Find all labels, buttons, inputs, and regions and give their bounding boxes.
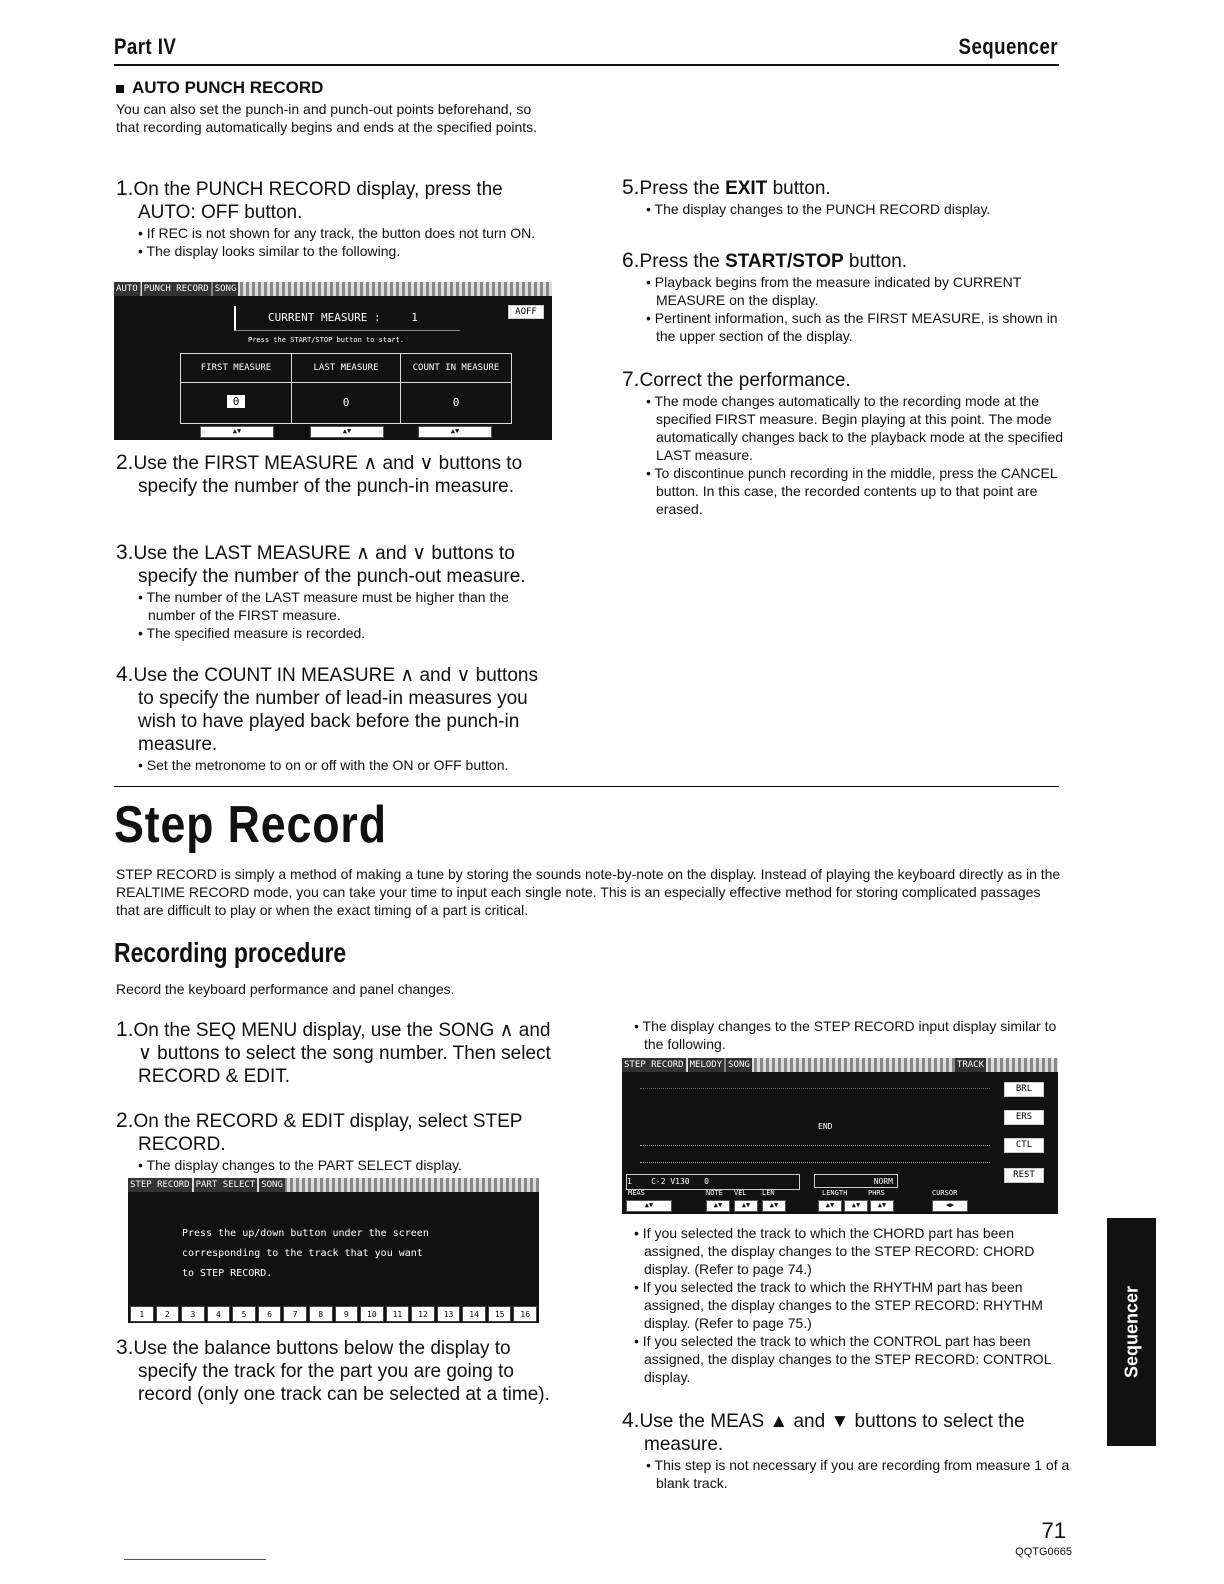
step-record-input-display bbox=[622, 1058, 1058, 1214]
start-hint: Press the START/STOP button to start. bbox=[248, 336, 404, 344]
step-text: On the RECORD & EDIT display, select STEP RECORD. bbox=[133, 1111, 523, 1155]
track-button-8[interactable]: 8 bbox=[309, 1306, 333, 1322]
phrs-updown-button[interactable]: ▲▼ bbox=[870, 1200, 894, 1212]
proc-step-2 bbox=[116, 1109, 556, 1174]
step-number: 6. bbox=[622, 249, 640, 272]
bullet: • Playback begins from the measure indicated by CURRENT MEASURE on the display. bbox=[646, 274, 1022, 308]
step-7 bbox=[622, 368, 1062, 518]
step-text: Press the bbox=[639, 178, 726, 199]
step-text: Use the MEAS ▲ and ▼ buttons to select the measure. bbox=[639, 1411, 1025, 1455]
tab-song: SONG bbox=[261, 1180, 283, 1190]
track-buttons-row bbox=[130, 1306, 537, 1322]
last-measure-header: LAST MEASURE bbox=[291, 353, 401, 383]
step-text: Use the LAST MEASURE ∧ and ∨ buttons to specify the number of the punch-out measure. bbox=[133, 543, 526, 587]
proc-step-3 bbox=[116, 1336, 556, 1406]
tab-step-record: STEP RECORD bbox=[130, 1180, 190, 1190]
length-updown-button[interactable]: ▲▼ bbox=[818, 1200, 842, 1212]
label-len: LEN bbox=[762, 1189, 775, 1197]
instruction-line: corresponding to the track that you want bbox=[182, 1248, 423, 1259]
tab-auto: AUTO bbox=[116, 284, 138, 294]
vel-updown-button[interactable]: ▲▼ bbox=[734, 1200, 758, 1212]
tab-part-select: PART SELECT bbox=[195, 1180, 256, 1190]
bullet: • If you selected the track to which the CONTROL part has been assigned, the display changes to the STEP RECORD: CONTROL display. bbox=[634, 1333, 1051, 1385]
header-rule bbox=[114, 64, 1059, 66]
footer-link-rule bbox=[124, 1559, 266, 1560]
track-button-1[interactable]: 1 bbox=[130, 1306, 154, 1322]
step-number: 3. bbox=[116, 541, 134, 564]
step-1 bbox=[116, 177, 556, 260]
step-text-end: button. bbox=[843, 251, 908, 272]
step-number: 2. bbox=[116, 451, 134, 474]
part-select-instructions bbox=[182, 1224, 429, 1284]
current-measure-box bbox=[234, 306, 460, 331]
bullet: • If REC is not shown for any track, the button does not turn ON. bbox=[138, 225, 536, 241]
part-select-display bbox=[128, 1178, 539, 1323]
label-phrs: PHRS bbox=[868, 1189, 885, 1197]
note-staff-area bbox=[640, 1088, 990, 1146]
current-measure-value: 1 bbox=[411, 311, 418, 324]
count-in-updown-button[interactable]: ▲▼ bbox=[418, 426, 492, 438]
exit-button-label: EXIT bbox=[725, 178, 768, 199]
step-text: Use the balance buttons below the display to specify the track for the part you are going to record (only one track can be selected at a time). bbox=[133, 1338, 550, 1405]
side-tab-label: Sequencer bbox=[1121, 1285, 1141, 1379]
step-text: Use the COUNT IN MEASURE ∧ and ∨ buttons to specify the number of lead-in measures you wish to have played back before the punch-in measure. bbox=[133, 665, 538, 755]
label-cursor: CURSOR bbox=[932, 1189, 958, 1197]
recording-procedure-intro: Record the keyboard performance and panel changes. bbox=[116, 981, 455, 997]
bullet: • This step is not necessary if you are recording from measure 1 of a blank track. bbox=[646, 1457, 1070, 1491]
brl-button[interactable]: BRL bbox=[1004, 1082, 1044, 1097]
bullet: • The display looks similar to the following. bbox=[138, 243, 401, 259]
step-text: Use the FIRST MEASURE ∧ and ∨ buttons to specify the number of the punch-in measure. bbox=[133, 453, 523, 497]
bullet: • The number of the LAST measure must be higher than the number of the FIRST measure. bbox=[138, 589, 509, 623]
rest-button[interactable]: REST bbox=[1004, 1168, 1044, 1183]
count-in-measure-value: 0 bbox=[400, 382, 512, 424]
page-number: 71 bbox=[1041, 1518, 1066, 1543]
part-label: Part IV bbox=[114, 34, 177, 59]
section-label: Sequencer bbox=[958, 34, 1058, 59]
track-button-7[interactable]: 7 bbox=[283, 1306, 307, 1322]
length-updown-button-2[interactable]: ▲▼ bbox=[844, 1200, 868, 1212]
cursor-left-right-button[interactable]: ◀▶ bbox=[932, 1200, 968, 1212]
bullet: • If you selected the track to which the CHORD part has been assigned, the display changes to the STEP RECORD: CHORD display. (Refer to page 74.) bbox=[634, 1225, 1035, 1277]
note-grid-line bbox=[640, 1162, 990, 1163]
bullet: • The display changes to the PUNCH RECORD display. bbox=[646, 201, 991, 217]
track-button-12[interactable]: 12 bbox=[411, 1306, 435, 1322]
punch-record-display bbox=[114, 282, 552, 440]
current-measure-label: CURRENT MEASURE : bbox=[268, 311, 381, 324]
end-marker: END bbox=[818, 1122, 833, 1131]
bullet: • The mode changes automatically to the recording mode at the specified FIRST measure. Begin playing at this point. The mode automatically changes back to the playback mode at the specified LAST measure. bbox=[646, 393, 1064, 463]
tab-step-record: STEP RECORD bbox=[624, 1060, 684, 1070]
step-text: Correct the performance. bbox=[639, 370, 851, 391]
bullet: • The specified measure is recorded. bbox=[138, 625, 366, 641]
track-button-10[interactable]: 10 bbox=[360, 1306, 384, 1322]
square-bullet-icon bbox=[116, 85, 124, 93]
meas-updown-button[interactable]: ▲▼ bbox=[626, 1200, 672, 1212]
track-button-3[interactable]: 3 bbox=[181, 1306, 205, 1322]
step-text: Press the bbox=[639, 251, 726, 272]
aoff-button[interactable]: AOFF bbox=[508, 305, 544, 319]
step-text: On the PUNCH RECORD display, press the AUTO: OFF button. bbox=[133, 179, 503, 223]
step-number: 1. bbox=[116, 177, 134, 200]
section-rule bbox=[114, 786, 1059, 787]
ctl-button[interactable]: CTL bbox=[1004, 1138, 1044, 1153]
label-meas: MEAS bbox=[628, 1189, 645, 1197]
track-button-6[interactable]: 6 bbox=[258, 1306, 282, 1322]
label-length: LENGTH bbox=[822, 1189, 848, 1197]
step-6 bbox=[622, 249, 1062, 345]
phrase-norm: NORM bbox=[814, 1174, 898, 1188]
last-measure-value: 0 bbox=[291, 382, 401, 424]
first-measure-header: FIRST MEASURE bbox=[180, 353, 292, 383]
step-number: 3. bbox=[116, 1336, 134, 1359]
auto-punch-title bbox=[116, 78, 323, 98]
first-measure-value: 0 bbox=[227, 395, 246, 408]
auto-punch-intro: You can also set the punch-in and punch-out points beforehand, so that recording automatically begins and ends at the specified points. bbox=[116, 101, 538, 135]
step-number: 7. bbox=[622, 368, 640, 391]
instruction-line: Press the up/down button under the screen bbox=[182, 1228, 429, 1239]
tab-punch-record: PUNCH RECORD bbox=[143, 284, 209, 294]
track-button-2[interactable]: 2 bbox=[156, 1306, 180, 1322]
step-record-title: Step Record bbox=[114, 796, 387, 854]
track-button-9[interactable]: 9 bbox=[335, 1306, 359, 1322]
label-note: NOTE bbox=[706, 1189, 723, 1197]
bullet: • Pertinent information, such as the FIRST MEASURE, is shown in the upper section of the display. bbox=[646, 310, 1058, 344]
step-number: 4. bbox=[622, 1409, 640, 1432]
instruction-line: to STEP RECORD. bbox=[182, 1268, 273, 1279]
display-tab-bar bbox=[114, 282, 552, 296]
tab-melody: MELODY bbox=[689, 1060, 723, 1070]
step-3 bbox=[116, 541, 556, 642]
auto-punch-title-text: AUTO PUNCH RECORD bbox=[132, 78, 324, 97]
track-button-11[interactable]: 11 bbox=[386, 1306, 410, 1322]
step-text: On the SEQ MENU display, use the SONG ∧ and ∨ buttons to select the song number. Then select RECORD & EDIT. bbox=[133, 1020, 551, 1087]
ers-button[interactable]: ERS bbox=[1004, 1110, 1044, 1125]
bullet: • The display changes to the PART SELECT display. bbox=[138, 1157, 462, 1173]
track-button-14[interactable]: 14 bbox=[462, 1306, 486, 1322]
bullet: • Set the metronome to on or off with the ON or OFF button. bbox=[138, 757, 509, 773]
track-button-13[interactable]: 13 bbox=[437, 1306, 461, 1322]
bullet: • To discontinue punch recording in the middle, press the CANCEL button. In this case, the recorded contents up to that point are erased. bbox=[646, 465, 1058, 517]
proc-step-4 bbox=[622, 1409, 1070, 1492]
display-tab-bar bbox=[622, 1058, 1058, 1072]
bullet: • The display changes to the STEP RECORD input display similar to the following. bbox=[634, 1018, 1057, 1052]
track-part-notes bbox=[622, 1224, 1062, 1386]
len-updown-button[interactable]: ▲▼ bbox=[762, 1200, 786, 1212]
last-measure-updown-button[interactable]: ▲▼ bbox=[310, 426, 384, 438]
first-measure-cell bbox=[180, 382, 292, 424]
tab-song: SONG bbox=[214, 284, 237, 294]
step-record-intro: STEP RECORD is simply a method of making a tune by storing the sounds note-by-note on the display. Instead of playing the keyboard directly as in the REALTIME RECORD mode, you can take your time to input each single note. This is an especially effective method for storing complicated passages that are difficult to play or when the exact timing of a part is critical. bbox=[116, 866, 1061, 918]
track-button-15[interactable]: 15 bbox=[488, 1306, 512, 1322]
step-text-end: button. bbox=[767, 178, 831, 199]
step-4 bbox=[116, 663, 556, 774]
start-stop-button-label: START/STOP bbox=[725, 251, 844, 272]
track-button-16[interactable]: 16 bbox=[513, 1306, 537, 1322]
note-info-row: 1 C-2 V130 0 bbox=[626, 1174, 800, 1190]
step-number: 2. bbox=[116, 1109, 134, 1132]
first-measure-updown-button[interactable]: ▲▼ bbox=[200, 426, 274, 438]
step-2 bbox=[116, 451, 556, 498]
bullet: • If you selected the track to which the RHYTHM part has been assigned, the display changes to the STEP RECORD: RHYTHM display. (Refer to page 75.) bbox=[634, 1279, 1043, 1331]
tab-song: SONG bbox=[728, 1060, 750, 1070]
step-number: 1. bbox=[116, 1018, 134, 1041]
step-5 bbox=[622, 176, 1062, 218]
sequencer-side-tab bbox=[1107, 1218, 1156, 1446]
note-updown-button[interactable]: ▲▼ bbox=[706, 1200, 730, 1212]
step-number: 4. bbox=[116, 663, 134, 686]
track-button-5[interactable]: 5 bbox=[232, 1306, 256, 1322]
track-button-4[interactable]: 4 bbox=[207, 1306, 231, 1322]
recording-procedure-title: Recording procedure bbox=[114, 937, 347, 968]
tab-track: TRACK bbox=[956, 1060, 984, 1070]
step-number: 5. bbox=[622, 176, 640, 199]
doc-code: QQTG0665 bbox=[1015, 1546, 1072, 1558]
proc-step-1 bbox=[116, 1018, 556, 1088]
label-vel: VEL bbox=[734, 1189, 747, 1197]
count-in-measure-header: COUNT IN MEASURE bbox=[400, 353, 512, 383]
display-tab-bar bbox=[128, 1178, 539, 1192]
